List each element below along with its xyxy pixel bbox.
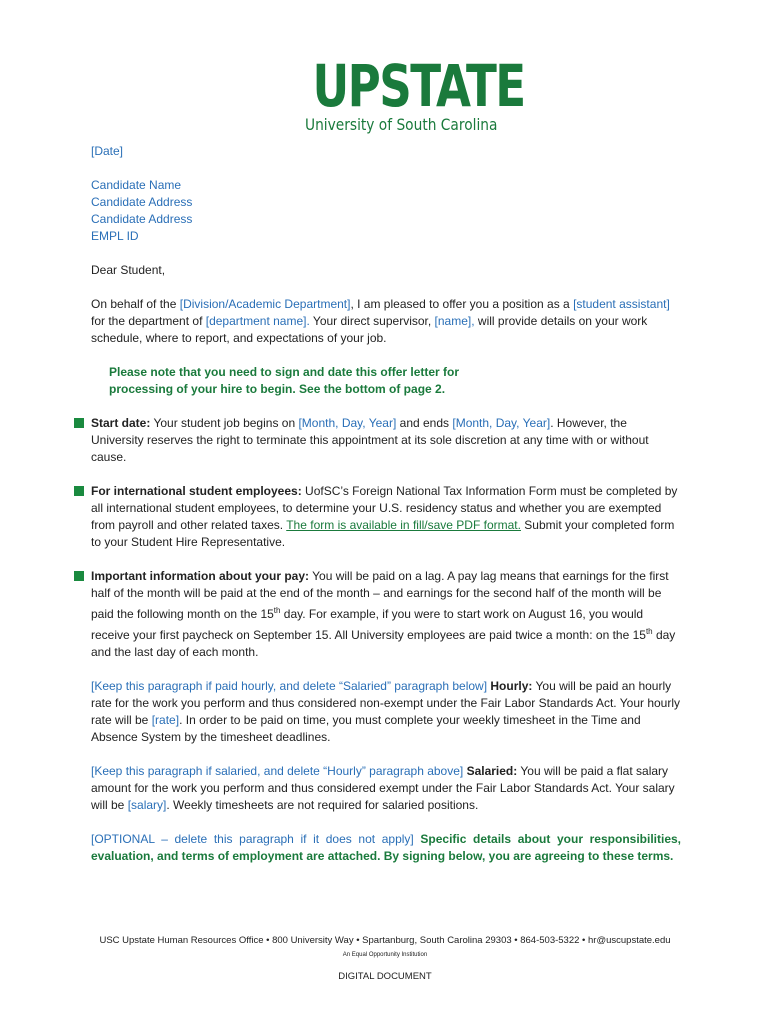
logo-subtitle: University of South Carolina — [305, 115, 498, 134]
sign-note: Please note that you need to sign and date this offer letter for processing of your hire to begin. See the bottom of page 2. — [109, 365, 460, 396]
supervisor-placeholder: [name], — [434, 314, 475, 328]
candidate-address-1: Candidate Address — [91, 195, 193, 209]
pay-paragraph: Important information about your pay: You will be paid on a lag. A pay lag means that earnings for the first half of the month will be paid at the end of the month – and earnings for the second half of the month will be paid the following month on the 15th day. For example, if you were to start work on August 16, you would receive your first paycheck on September 15. All University employees are paid twice a month: on the 15th day and the last day of each month. — [91, 568, 681, 661]
candidate-address-2: Candidate Address — [91, 212, 193, 226]
logo-wordmark: UPSTATE — [312, 52, 525, 120]
hourly-instruction: [Keep this paragraph if paid hourly, and delete “Salaried” paragraph below] — [91, 679, 488, 693]
candidate-name: Candidate Name — [91, 178, 182, 192]
bullet-square-icon — [74, 418, 84, 428]
salaried-paragraph: [Keep this paragraph if salaried, and delete “Hourly” paragraph above] Salaried: You will be paid a flat salary amount for the work you perform and thus considered exempt under the Fair Labor Standards Act. Your salary will be [salary]. Weekly timesheets are not required for salaried positions. — [91, 764, 675, 812]
bullet-square-icon — [74, 571, 84, 581]
footer-eoi: An Equal Opportunity Institution — [342, 952, 428, 958]
salaried-instruction: [Keep this paragraph if salaried, and delete “Hourly” paragraph above] — [91, 764, 464, 778]
empl-id: EMPL ID — [91, 229, 139, 243]
rate-placeholder: [rate] — [151, 713, 180, 727]
begin-date-placeholder: [Month, Day, Year] — [298, 416, 397, 430]
letter-body — [91, 143, 681, 865]
position-placeholder: [student assistant] — [573, 297, 670, 311]
footer-digital-document: DIGITAL DOCUMENT — [338, 971, 432, 982]
university-logo — [292, 52, 525, 134]
bullet-square-icon — [74, 486, 84, 496]
dept-placeholder: [Division/Academic Department] — [179, 297, 351, 311]
salary-placeholder: [salary] — [127, 798, 167, 812]
start-date-paragraph: Start date: Your student job begins on [Month, Day, Year] and ends [Month, Day, Year]. However, the University reserves the right to terminate this appointment at its sole discretion at any time with or without cause. — [91, 415, 681, 466]
end-date-placeholder: [Month, Day, Year] — [452, 416, 551, 430]
optional-paragraph: [OPTIONAL – delete this paragraph if it does not apply] Specific details about your responsibilities, evaluation, and terms of employment are attached. By signing below, you are agreeing to these terms. — [91, 832, 681, 863]
international-paragraph: For international student employees: UofSC’s Foreign National Tax Information Form must be completed by all international student employees, to determine your U.S. residency status and whether you are exempted from payroll and other related taxes. The form is available in fill/save PDF format. Submit your completed form to your Student Hire Representative. — [91, 483, 681, 551]
tax-form-link[interactable]: The form is available in fill/save PDF format. — [286, 518, 521, 532]
date-placeholder: [Date] — [91, 144, 124, 158]
letter-header — [91, 143, 681, 245]
intro-paragraph: On behalf of the [Division/Academic Department], I am pleased to offer you a position as a [student assistant] for the department of [department name]. Your direct supervisor, [name], will provide details on your work schedule, where to report, and expectations of your job. — [91, 297, 670, 345]
dept-name-placeholder: [department name]. — [205, 314, 310, 328]
optional-instruction: [OPTIONAL – delete this paragraph if it does not apply] — [91, 832, 414, 846]
salutation: Dear Student, — [91, 263, 166, 277]
hourly-paragraph: [Keep this paragraph if paid hourly, and delete “Salaried” paragraph below] Hourly: You will be paid an hourly rate for the work you perform and thus considered non-exempt under the Fair Labor Standards Act. Your hourly rate will be [rate]. In order to be paid on time, you must complete your weekly timesheet in the Time and Absence System by the timesheet deadlines. — [91, 679, 681, 744]
footer-address: USC Upstate Human Resources Office • 800 University Way • Spartanburg, South Carolina 29303 • 864-503-5322 • hr@uscupstate.edu — [99, 935, 671, 946]
